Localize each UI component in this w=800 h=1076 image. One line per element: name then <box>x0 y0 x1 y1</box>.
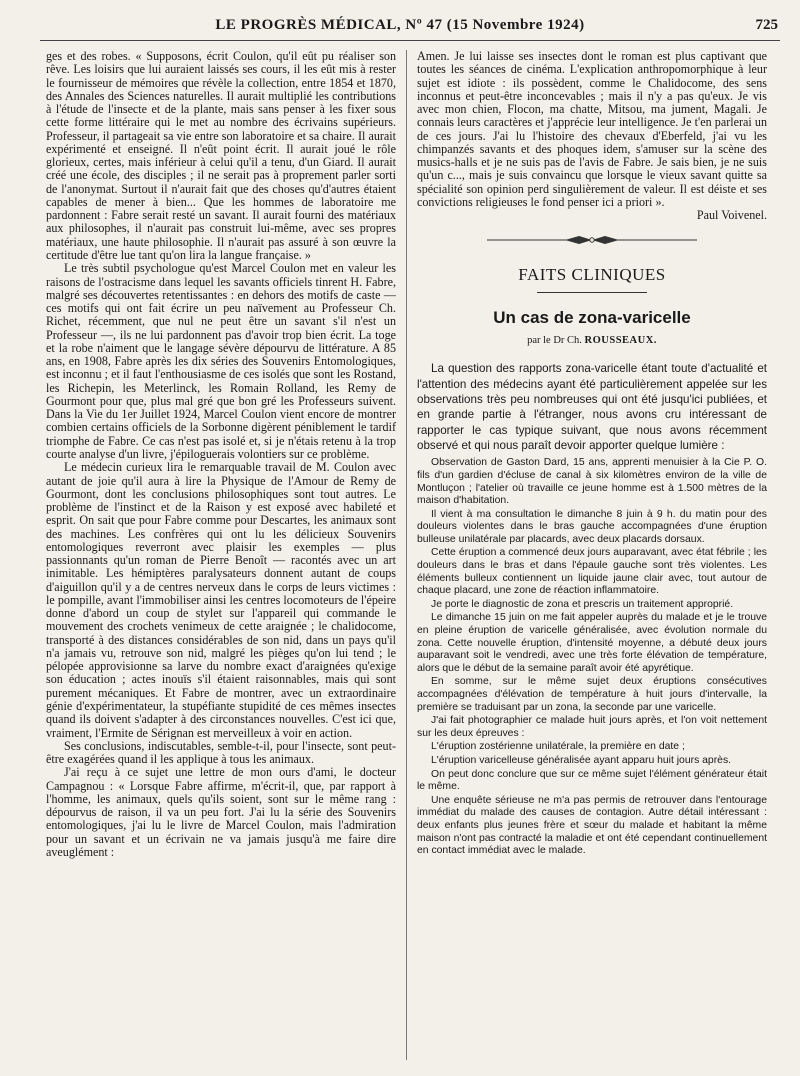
paragraph: Le médecin curieux lira le remarquable travail de M. Coulon avec autant de joie qu'il aura à lire la Physique de l'Amour de Remy de Gourmont, dont les conclusions philosophiques sont tout autres. Le problème de l'instinct et de la Raison y est exposé avec habileté et esprit. On sait que pour Fabre comme pour Descartes, les animaux sont des machines. Les confrères qui ont lu les délicieux Souvenirs entomologiques reverront avec plaisir les exemples — plus passionnants qu'un roman de Pierre Benoît — racontés avec un art inimitable. Les hémiptères paralysateurs donnent autant de coups d'aiguillon qu'il y a de centres nerveux dans le corps de leurs victimes : le pompille, avant l'immobiliser ainsi les centres locomoteurs de l'épeire donne d'abord un coup de stylet sur l'appareil qui commande le mouvement des crochets venimeux de cette araignée ; le chalidocome, transporté à des distances considérables de son nid, dans un pays qu'il n'a jamais vu, retrouve son nid, malgré les pièges qu'on lui tend ; le pélopée approvisionne sa larve du nombre exact d'araignées qu'exige son éducation ; actes inouïs s'il étaient raisonnables, mais qui sont purement mécaniques. Et Fabre de montrer, avec un extraordinaire génie d'expérimentateur, la stupéfiante stupidité de ces mêmes insectes quand ils doivent s'adapter à des circonstances nouvelles. C'est ici que, vraiment, l'Ermite de Sérignan est merveilleux à voir en action. <box>46 460 396 740</box>
paragraph: Observation de Gaston Dard, 15 ans, apprenti menuisier à la Cie P. O. fils d'un gardien d'écluse de canal à six kilomètres environ de la ville de Montluçon ; l'atelier où travaille ce jeune homme est à 1.500 mètres de la maison d'habitation. <box>417 457 767 507</box>
paragraph: Je porte le diagnostic de zona et prescris un traitement approprié. <box>431 598 734 610</box>
paragraph: Le très subtil psychologue qu'est Marcel Coulon met en valeur les raisons de l'ostracisme dans lequel les savants officiels tinrent H. Fabre, malgré ses découvertes retentissantes : en dehors des motifs de caste — ces motifs qui ont fait écrire un peu naïvement au Professeur Ch. Richet, récemment, que nul ne peut être un savant s'il n'est un Professeur —, ils ne lui pardonnent pas d'avoir trop bien écrit. La toge et la robe n'aiment que le langage sévère dépourvu de littérature. A 85 ans, en 1908, Fabre après les dix séries des Souvenirs Entomologiques, est inconnu ; et il faut l'enthousiasme de ces isolés que sont les Rostand, les Richepin, les Meterlinck, les Romain Rolland, les Remy de Gourmont pour que, plus mal gré que bon gré les Professeurs suivent. Dans la Vie du 1er Juillet 1924, Marcel Coulon vient encore de montrer combien certains officiels de la Sorbonne digèrent péniblement le tardif triomphe de Fabre. Ce cas n'est pas isolé et, si je n'étais retenu à la trop courte analyse d'un livre, j'épiloguerais volontiers sur ce problème. <box>46 261 396 461</box>
paragraph: Le dimanche 15 juin on me fait appeler auprès du malade et je le trouve en pleine éruption de varicelle généralisée, avec évolution normale du zona. Cette nouvelle éruption, d'intensité moyenne, a débuté deux jours auparavant soit le vendredi, avec une très forte élévation de température, alors que le début de la semaine paraît avoir été apyrétique. <box>417 612 767 674</box>
header-rule <box>40 40 780 41</box>
paragraph: L'éruption zostérienne unilatérale, la première en date ; <box>431 741 685 753</box>
paragraph: Une enquête sérieuse ne m'a pas permis de retrouver dans l'entourage immédiat du malade des causes de contagion. Autre détail intéressant : deux enfants plus jeunes frère et sœur du malade et habitant la même maison n'ont pas contracté la maladie et ont été cependant continuellement en contact immédiat avec le malade. <box>417 794 767 857</box>
journal-title: LE PROGRÈS MÉDICAL, Nº 47 (15 Novembre 1924) <box>215 17 585 33</box>
paragraph: Ses conclusions, indiscutables, semble-t-il, pour l'insecte, sont peut-être exagérées quand il les applique à tous les animaux. <box>46 738 396 767</box>
paragraph: Amen. Je lui laisse ses insectes dont le roman est plus captivant que toutes les séances de cinéma. L'explication anthropomorphique à leur sujet est idiote : ils possèdent, comme le Chalidocome, des sens inconnus et peut-être inconcevables ; mais il n'y a pas qu'eux. Je vis avec mon chien, Flocon, ma chatte, Mitsou, ma jument, Magali. Je connais leurs caractères et j'apprécie leur intelligence. Je t'en parlerai un de ces jours. J'ai lu l'histoire des chevaux d'Eberfeld, j'ai vu les chimpanzés savants et des phoques idem, s'amuser sur la scène des musics-halls et je ne suis pas de l'avis de Fabre. Je sais bien, je ne suis qu'un c..., mais je suis convaincu que lorsque le vieux savant quitte sa spécialité son opinion perd singulièrement de valeur. Il est déiste et ses convictions religieuses le fond penser ici a priori ». <box>417 49 767 209</box>
article-intro <box>417 361 767 453</box>
section-rule <box>537 292 647 293</box>
author-signature: Paul Voivenel. <box>696 208 767 223</box>
paragraph: La question des rapports zona-varicelle étant toute d'actualité et l'attention des médecins ayant été particulièrement appelée sur les observations très peu nombreuses qui ont été jusqu'ici publiées, et en grande partie à l'étranger, nous avons cru intéressant de rapporter le cas typique suivant, que nous avons récemment observé et qui nous paraît devoir apporter quelque lumière : <box>417 362 767 452</box>
paragraph: On peut donc conclure que sur ce même sujet l'élément générateur était le même. <box>417 768 767 793</box>
paragraph: J'ai fait photographier ce malade huit jours après, et l'on voit nettement sur les deux épreuves : <box>417 715 767 739</box>
byline-prefix: par le Dr Ch. <box>527 334 582 346</box>
paragraph: J'ai reçu à ce sujet une lettre de mon ours d'ami, le docteur Campagnou : « Lorsque Fabre affirme, m'écrit-il, que, par rapport à l'homme, les animaux, quels qu'ils soient, sont sur le même rang : dépourvus de raison, il va un peu fort. J'ai lu la série des Souvenirs entomologiques, j'ai lu le livre de Marcel Coulon, mais l'admiration pour un savant et un écrivain ne va jamais jusqu'à me faire dire aveuglément : <box>46 765 396 859</box>
right-column <box>417 50 767 859</box>
paragraph: En somme, sur le même sujet deux éruptions consécutives accompagnées d'élévation de température à huit jours d'intervalle, la première se traduisant par un zona, la seconde par une varicelle. <box>417 676 767 713</box>
ornament-divider <box>417 232 767 250</box>
page-number: 725 <box>755 17 778 33</box>
byline-author: ROUSSEAUX. <box>584 334 657 346</box>
paragraph: L'éruption varicelleuse généralisée ayant apparu huit jours après. <box>431 754 732 766</box>
running-header <box>0 14 800 40</box>
left-column <box>46 50 396 859</box>
paragraph: ges et des robes. « Supposons, écrit Coulon, qu'il eût pu réaliser son rêve. Les loisirs que lui auraient laissés ses cours, il les eût mis à rester le fournisseur de mémoires que révèle la collection, entre 1854 et 1870, des Annales des Sciences naturelles. Il aurait multiplié les contributions à l'étude de l'insecte et de la plante, mais sans penser à les fixer sous cette forme littéraire qui le met au nombre des écrivains supérieurs. Professeur, il partageait sa vie entre son laboratoire et sa chaire. Il aurait expérimenté et enseigné. Il n'eût point écrit. Il aurait joué le rôle glorieux, certes, mais inférieur à celui qu'il a tenu, d'un Giard. Il aurait créé une école, des disciples ; il ne serait pas à proprement parler sorti de l'anonymat. Surtout il n'aurait fait que des choses qu'd'autres étaient capables de mener à bien... Que les hommes de laboratoire me pardonnent : Fabre serait resté un savant. Il aurait fourni des matériaux aux philosophes, il n'aurait pas construit lui-même, avec ses propres matériaux, une haute philosophie. Il n'aurait pas assuré à son œuvre la certitude d'être lue tant qu'on lira la langue française. » <box>46 49 396 262</box>
article-title: Un cas de zona-varicelle <box>493 307 691 327</box>
paragraph: Cette éruption a commencé deux jours auparavant, avec état fébrile ; les douleurs dans le bras et dans l'épaule gauche sont très violentes. Les éléments bulleux contiennent un liquide jaune clair avec, tout autour de chaque placard, une zone de réaction inflammatoire. <box>417 547 767 597</box>
byline <box>417 334 767 347</box>
column-divider <box>406 50 407 1060</box>
section-title: FAITS CLINIQUES <box>518 265 666 285</box>
observation-text <box>417 457 767 857</box>
paragraph: Il vient à ma consultation le dimanche 8 juin à 9 h. du matin pour des douleurs violentes dans le bras gauche accompagnées d'une éruption bulleuse unilatérale par placards, avec deux placards dorsaux. <box>417 508 767 545</box>
